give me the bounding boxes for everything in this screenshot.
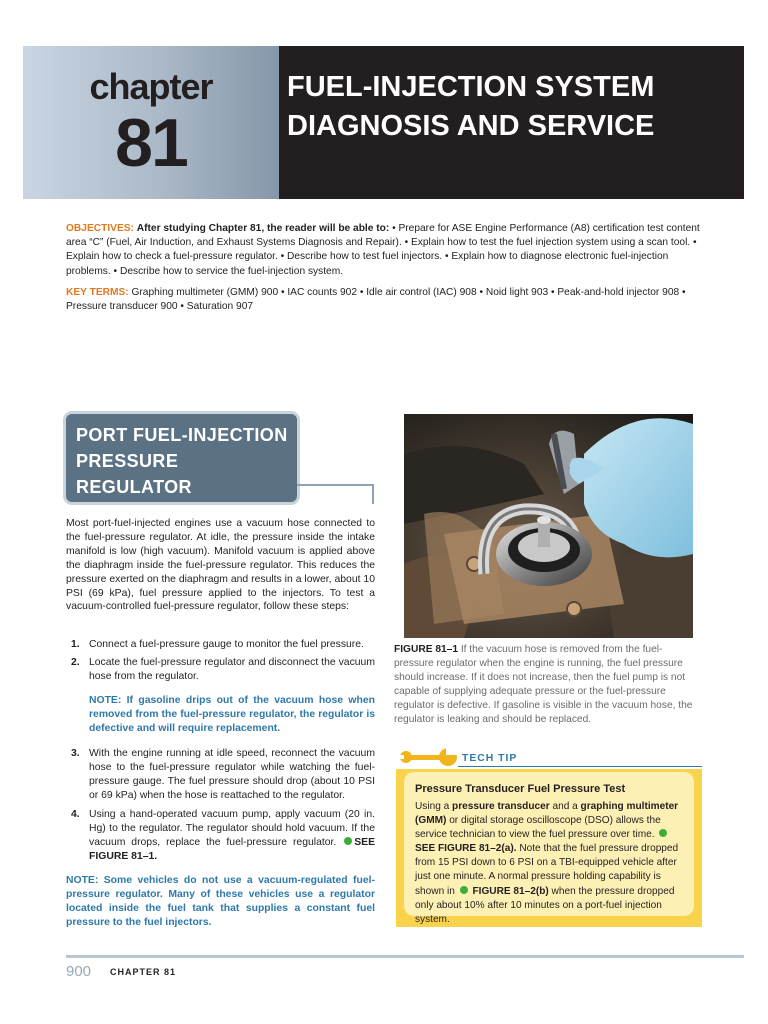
see-figure-reference[interactable]: SEE FIGURE 81–2(a). (415, 843, 517, 855)
chapter-number: 81 (115, 105, 187, 181)
tip-text-part: Using a (415, 801, 453, 812)
intro-paragraph: Most port-fuel-injected engines use a vacuum hose connected to the fuel-pressure regulator. At idle, the pressure inside the intake manifold is low (high vacuum). Manifold vacuum is applied above the diaphragm inside the fuel-pressure regulator. This reduces the pressure exerted on the diaphragm and results in a lower, about 10 PSI (69 kPa), fuel pressure applied to the injectors. To test a vacuum-controlled fuel-pressure regulator, follow these steps: (66, 518, 375, 613)
figure-label: FIGURE 81–1 (394, 644, 458, 655)
step-text: Locate the fuel-pressure regulator and disconnect the vacuum hose from the regulator. (89, 657, 375, 682)
tip-text-part: or digital storage oscilloscope (DSO) allows the service technician to view the fuel pressure over time. (415, 815, 661, 841)
key-terms (66, 286, 701, 314)
note-gasoline-drips: NOTE: If gasoline drips out of the vacuum hose when removed from the fuel-pressure regulator, the regulator is defective and will require replacement. (89, 695, 375, 734)
section-connector-line-vertical (372, 484, 374, 504)
chapter-title-line2: DIAGNOSIS AND SERVICE (287, 110, 655, 142)
tech-tip-text (415, 800, 687, 927)
tip-term-gmm: graphing multimeter (GMM) (415, 801, 679, 827)
step-number: 3. (71, 748, 80, 759)
figure-photo (404, 414, 693, 638)
chapter-title (287, 68, 727, 146)
chapter-banner (23, 46, 279, 199)
tip-text-part: Note that the fuel pressure dropped from 15 PSI down to 6 PSI on a TBI-equipped vehicle after just one minute. A normal pressure holding capability is shown in (415, 843, 679, 897)
footer-rule (66, 955, 744, 958)
chapter-title-line1: FUEL-INJECTION SYSTEM (287, 71, 655, 103)
list-item (66, 808, 375, 864)
tip-text-part: when the pressure dropped only about 10% after 10 minutes on a port-fuel injection system. (415, 885, 675, 925)
list-item (66, 638, 375, 652)
see-bullet-icon (659, 829, 667, 837)
objectives-label: OBJECTIVES: (66, 223, 134, 234)
step-number: 4. (71, 809, 80, 820)
section-connector-line (297, 484, 374, 486)
section-title (76, 422, 291, 526)
footer-chapter-label: CHAPTER 81 (110, 967, 177, 977)
see-bullet-icon (460, 886, 468, 894)
section-title-line3: DIAGNOSIS (76, 503, 181, 523)
key-terms-label: KEY TERMS: (66, 287, 129, 298)
chapter-title-banner (279, 46, 744, 199)
step-text: Connect a fuel-pressure gauge to monitor the fuel pressure. (89, 639, 364, 650)
list-item (66, 747, 375, 803)
objectives (66, 222, 701, 279)
see-figure-reference[interactable]: FIGURE 81–2(b) (472, 885, 549, 897)
tech-tip-title: Pressure Transducer Fuel Pressure Test (415, 783, 626, 795)
figure-caption-text: If the vacuum hose is removed from the fuel-pressure regulator when the engine is running, the fuel pressure should increase. If it does not increase, then the fuel pump is not capable of supplying adequate pressure or the fuel-pressure regulator is defective. If gasoline is visible in the vacuum hose, the regulator is leaking and should be replaced. (394, 644, 693, 725)
see-bullet-icon (344, 837, 352, 845)
figure-caption (394, 643, 700, 726)
section-title-line1: PORT FUEL-INJECTION (76, 425, 288, 445)
see-figure-reference[interactable]: SEE FIGURE 81–1. (89, 836, 376, 862)
note-in-tank-regulator: NOTE: Some vehicles do not use a vacuum-regulated fuel-pressure regulator. Many of these vehicles use a regulator located inside the fuel tank that supplies a constant fuel pressure to the fuel injectors. (66, 875, 375, 928)
objectives-lead: After studying Chapter 81, the reader will be able to: (136, 223, 390, 234)
chapter-word: chapter (89, 66, 213, 107)
section-title-line2: PRESSURE REGULATOR (76, 451, 192, 497)
tip-text-part: and a (549, 801, 581, 812)
tip-term-pressure-transducer: pressure transducer (452, 801, 550, 812)
wrench-icon (398, 746, 460, 768)
key-terms-text: Graphing multimeter (GMM) 900 • IAC counts 902 • Idle air control (IAC) 908 • Noid light 903 • Peak-and-hold injector 908 • Pressure transducer 900 • Saturation 907 (66, 287, 686, 313)
step-number: 2. (71, 657, 80, 668)
fuel-pressure-regulator-photo (404, 414, 693, 638)
step-text: With the engine running at idle speed, reconnect the vacuum hose to the fuel-pressure regulator while watching the fuel-pressure gauge. The fuel pressure should drop (about 10 PSI or 69 kPa) when the hose is reattached to the regulator. (89, 748, 375, 801)
section-heading (66, 414, 297, 523)
objectives-text: • Prepare for ASE Engine Performance (A8) certification test content area “C” (Fuel, Air Induction, and Exhaust Systems Diagnosis and Repair). • Explain how to test the fuel injection system using a scan tool. • Explain how to check a fuel-pressure regulator. • Describe how to test fuel injectors. • Explain how to diagnose electronic fuel-injection problems. • Describe how to service the fuel-injection system. (66, 223, 700, 277)
list-item (66, 656, 375, 684)
tech-tip-rule (458, 766, 702, 767)
step-number: 1. (71, 639, 80, 650)
step-text: Using a hand-operated vacuum pump, apply vacuum (20 in. Hg) to the regulator. The regulator should hold vacuum. If the vacuum drops, replace the fuel-pressure regulator. (89, 809, 375, 848)
page-number: 900 (66, 963, 92, 980)
tech-tip-label: TECH TIP (462, 753, 518, 764)
